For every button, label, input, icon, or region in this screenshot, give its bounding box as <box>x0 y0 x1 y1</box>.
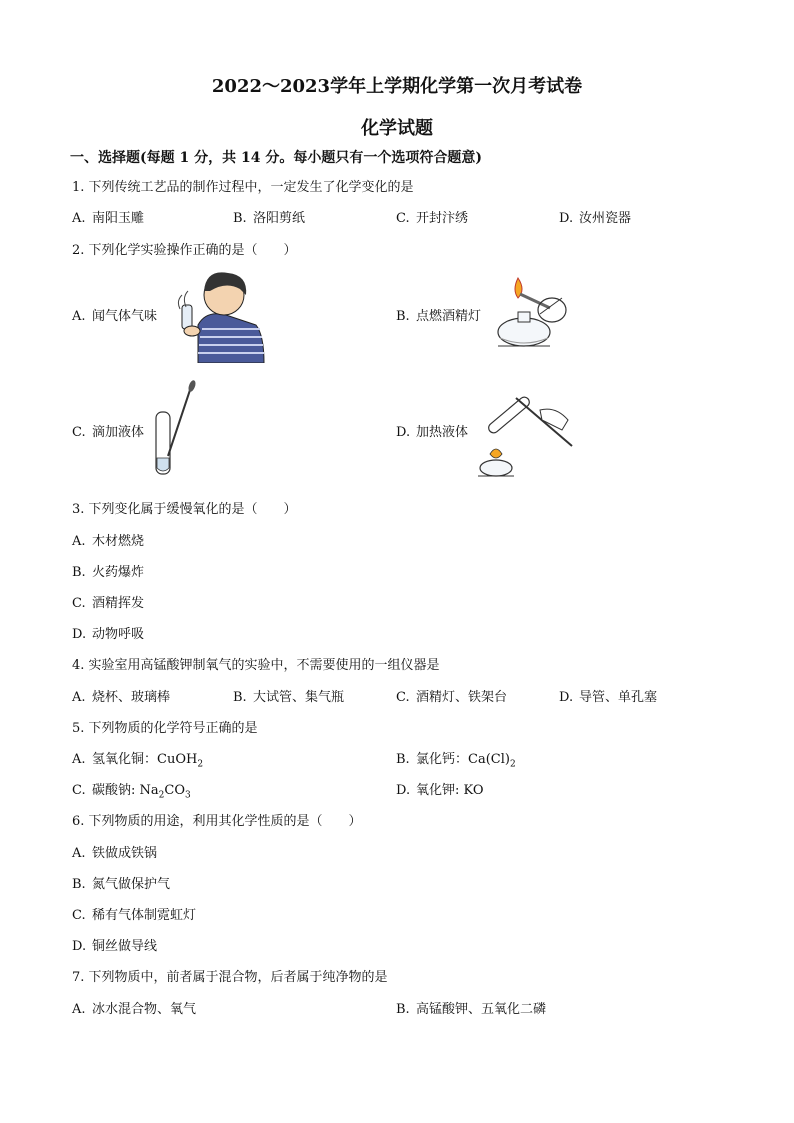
option-text: 导管、单孔塞 <box>579 690 658 705</box>
q4-option-a <box>72 686 170 705</box>
smelling-gas-illustration <box>176 265 266 363</box>
option-text: 稀有气体制霓虹灯 <box>92 908 197 923</box>
exam-title: 2022～2023学年上学期化学第一次月考试卷 <box>211 76 583 97</box>
option-letter: C. <box>72 783 86 798</box>
formula: CuOH <box>157 752 198 767</box>
option-letter: D. <box>559 690 574 705</box>
option-letter: A. <box>72 1002 86 1017</box>
lighting-alcohol-lamp-illustration <box>490 268 578 358</box>
q1-option-d <box>559 207 631 226</box>
option-text: 木材燃烧 <box>92 534 145 549</box>
option-text: 大试管、集气瓶 <box>253 690 345 705</box>
option-letter: A. <box>72 846 86 861</box>
option-letter: B. <box>396 1002 410 1017</box>
option-letter: B. <box>72 877 86 892</box>
q5-option-a <box>72 748 203 770</box>
option-text: 酒精灯、铁架台 <box>416 690 508 705</box>
formula-tail: $CO_3$ <box>164 783 191 801</box>
option-text: 点燃酒精灯 <box>416 309 482 324</box>
q7-option-a <box>72 998 196 1017</box>
q6-option-d <box>72 935 157 954</box>
question-3-stem: 3. 下列变化属于缓慢氧化的是（ ） <box>72 502 297 517</box>
option-text: 南阳玉雕 <box>92 211 145 226</box>
q1-option-a <box>72 207 144 226</box>
option-text: 动物呼吸 <box>92 627 145 642</box>
q6-option-c <box>72 904 196 923</box>
option-text: 铁做成铁锅 <box>92 846 158 861</box>
option-letter: B. <box>233 211 247 226</box>
q5-option-d <box>396 779 484 798</box>
option-text: 火药爆炸 <box>92 565 145 580</box>
q2-option-d <box>396 421 468 440</box>
q4-option-c <box>396 686 507 705</box>
option-letter: C. <box>72 596 86 611</box>
q1-option-c <box>396 207 468 226</box>
option-letter: B. <box>72 565 86 580</box>
option-letter: B. <box>233 690 247 705</box>
option-label: 氧化钾: <box>416 783 464 798</box>
q1-option-b <box>233 207 305 226</box>
option-text: 氮气做保护气 <box>92 877 171 892</box>
option-text: 汝州瓷器 <box>579 211 632 226</box>
option-text: 铜丝做导线 <box>92 939 158 954</box>
option-letter: B. <box>396 309 410 324</box>
option-text: 加热液体 <box>416 425 469 440</box>
dropping-liquid-illustration <box>150 378 200 478</box>
option-text: 酒精挥发 <box>92 596 145 611</box>
option-text: 冰水混合物、氧气 <box>92 1002 197 1017</box>
q5-option-b <box>396 748 516 770</box>
q3-option-b <box>72 561 144 580</box>
question-7-stem: 7. 下列物质中，前者属于混合物，后者属于纯净物的是 <box>72 970 388 985</box>
q4-option-d <box>559 686 657 705</box>
q6-option-a <box>72 842 157 861</box>
option-text: 开封汴绣 <box>416 211 469 226</box>
option-text: 滴加液体 <box>92 425 145 440</box>
formula: Ca(Cl) <box>468 752 510 767</box>
q2-option-b <box>396 305 481 324</box>
option-text: 闻气体气味 <box>92 309 158 324</box>
section-heading: 一、选择题(每题 1 分，共 14 分。每小题只有一个选项符合题意) <box>70 150 482 166</box>
q3-option-c <box>72 592 144 611</box>
heating-liquid-illustration <box>476 380 576 480</box>
option-letter: D. <box>396 425 411 440</box>
option-letter: A. <box>72 534 86 549</box>
question-2-stem: 2. 下列化学实验操作正确的是（ ） <box>72 243 297 258</box>
option-letter: A. <box>72 309 86 324</box>
q7-option-b <box>396 998 546 1017</box>
formula: Na <box>139 783 159 798</box>
formula-subscript: 2 <box>197 759 204 770</box>
option-letter: D. <box>72 939 87 954</box>
option-letter: B. <box>396 752 410 767</box>
q4-option-b <box>233 686 344 705</box>
question-6-stem: 6. 下列物质的用途，利用其化学性质的是（ ） <box>72 814 362 829</box>
option-letter: D. <box>396 783 411 798</box>
q3-option-a <box>72 530 144 549</box>
formula-subscript: 2 <box>158 790 165 801</box>
question-5-stem: 5. 下列物质的化学符号正确的是 <box>72 721 258 736</box>
option-text: 洛阳剪纸 <box>253 211 306 226</box>
option-letter: C. <box>72 425 86 440</box>
question-1-stem: 1. 下列传统工艺品的制作过程中，一定发生了化学变化的是 <box>72 180 414 195</box>
formula: KO <box>463 783 484 798</box>
option-text: 高锰酸钾、五氧化二磷 <box>416 1002 547 1017</box>
option-letter: A. <box>72 211 86 226</box>
option-letter: C. <box>72 908 86 923</box>
option-letter: D. <box>559 211 574 226</box>
q5-option-c <box>72 779 191 801</box>
question-4-stem: 4. 实验室用高锰酸钾制氧气的实验中，不需要使用的一组仪器是 <box>72 658 440 673</box>
option-label: 氢氧化铜： <box>92 752 158 767</box>
formula-subscript: 3 <box>185 790 191 801</box>
option-letter: A. <box>72 690 86 705</box>
option-letter: A. <box>72 752 86 767</box>
q2-option-a <box>72 305 157 324</box>
option-text: 烧杯、玻璃棒 <box>92 690 171 705</box>
exam-subtitle: 化学试题 <box>361 118 433 139</box>
option-label: 氯化钙： <box>416 752 469 767</box>
q2-option-c <box>72 421 144 440</box>
q6-option-b <box>72 873 170 892</box>
option-letter: D. <box>72 627 87 642</box>
formula-subscript: 2 <box>509 759 516 770</box>
option-label: 碳酸钠: <box>92 783 140 798</box>
option-letter: C. <box>396 211 410 226</box>
q3-option-d <box>72 623 144 642</box>
option-letter: C. <box>396 690 410 705</box>
